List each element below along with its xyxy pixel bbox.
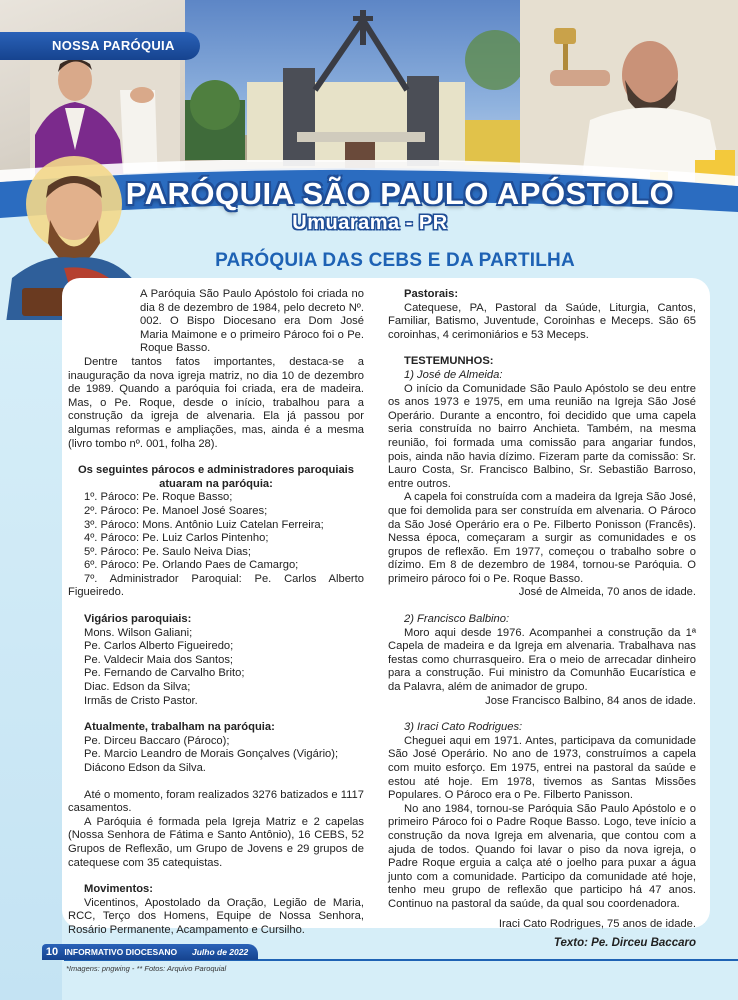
- list-item: Pe. Fernando de Carvalho Brito;: [84, 667, 245, 680]
- vigarios-title: Vigários paroquiais:: [84, 613, 192, 626]
- testimony-2-name: 2) Francisco Balbino:: [404, 613, 510, 626]
- list-item: Pe. Valdecir Maia dos Santos;: [84, 653, 234, 666]
- issue-date: Julho de 2022: [192, 947, 249, 957]
- testimony-3-paragraph: Cheguei aqui em 1971. Antes, participava da comunidade São José Operário. No ano de 1973, construímos a capela com muito esforço. Em 1975, entrei na pastoral da saúde e estou até hoje. Em 1978, tivemos as Santas Missões Populares. O Pároco era o Pe. Filberto Panisson.: [388, 734, 696, 802]
- left-column: [68, 288, 364, 938]
- pastorais-text: Catequese, PA, Pastoral da Saúde, Liturgia, Cantos, Familiar, Batismo, Juventude, Coroinhas e Meceps. São 65 coroinhas, 4 cerimoniários e 53 Meceps.: [388, 301, 696, 341]
- footer-bar: [42, 944, 258, 960]
- list-item: Diac. Edson da Silva;: [84, 681, 191, 694]
- section-tag: NOSSA PARÓQUIA: [0, 32, 200, 60]
- list-item: Diácono Edson da Silva.: [84, 762, 206, 774]
- list-item: Irmãs de Cristo Pastor.: [84, 694, 198, 707]
- testimony-1-name: 1) José de Almeida:: [404, 368, 503, 381]
- side-strip: [0, 320, 62, 1000]
- list-item: 5º. Pároco: Pe. Saulo Neiva Dias;: [84, 545, 252, 558]
- page-subtitle: Umuarama - PR: [292, 212, 448, 234]
- vigarios-list: [68, 627, 364, 709]
- parocos-list: [68, 491, 364, 600]
- page-number: 10: [45, 946, 59, 958]
- testimony-3-name: 3) Iraci Cato Rodrigues:: [404, 721, 523, 734]
- list-item: Pe. Dirceu Baccaro (Pároco);: [84, 734, 230, 747]
- list-item: 6º. Pároco: Pe. Orlando Paes de Camargo;: [84, 559, 299, 572]
- list-item: 3º. Pároco: Mons. Antônio Luiz Catelan Ferreira;: [84, 518, 324, 531]
- text-credit: Texto: Pe. Dirceu Baccaro: [553, 937, 696, 950]
- publication-name: INFORMATIVO DIOCESANO: [64, 947, 178, 957]
- history-paragraph: Dentre tantos fatos importantes, destaca-se a inauguração da nova igreja matriz, no dia 10 de dezembro de 1989. Quando a paróquia foi criada, era de madeira. Mas, o Pe. Roque, desde o início, trabalhou para a construção da igreja de alvenaria. Ela já passou por algumas reformas e ampliações, mas, ainda é a mesma (livro tombo nº. 001, folha 28).: [68, 355, 364, 450]
- section-heading: PARÓQUIA DAS CEBS E DA PARTILHA: [215, 250, 575, 271]
- list-item: 2º. Pároco: Pe. Manoel José Soares;: [84, 504, 268, 517]
- atual-list: [68, 735, 364, 776]
- list-item: Pe. Carlos Alberto Figueiredo;: [84, 640, 234, 653]
- list-item: 7º. Administrador Paroquial: Pe. Carlos Alberto Figueiredo.: [68, 572, 364, 599]
- testimony-1-signature: José de Almeida, 70 anos de idade.: [518, 586, 696, 599]
- pastorais-title: Pastorais:: [404, 288, 459, 300]
- page-title: PARÓQUIA SÃO PAULO APÓSTOLO: [125, 176, 675, 211]
- testemunhos-title: TESTEMUNHOS:: [404, 355, 494, 368]
- testimony-3-signature: Iraci Cato Rodrigues, 75 anos de idade.: [498, 917, 696, 930]
- atual-title: Atualmente, trabalham na paróquia:: [84, 721, 275, 734]
- testimony-1-paragraph: A capela foi construída com a madeira da Igreja São José, que foi demolida para ser construída em alvenaria. O Pároco da São José Operário era o Pe. Filberto Ponisson (Francês). Nessa época, começaram a surgir as comunidades e os grupos de reflexão. Em 1977, começou o trabalho sobre o dízimo. Em 8 de dezembro de 1984, tornou-se Paróquia. O primeiro pároco foi o Pe. Roque Basso.: [388, 491, 696, 585]
- testimony-2-paragraph: Moro aqui desde 1976. Acompanhei a construção da 1ª Capela de madeira e da Igreja em alvenaria. Trabalhava nas festas como churrasqueiro. Era o meio de arrecadar dinheiro para a construção. Fui ministro da Comunhão Eucarística e da Palavra, além de animador de grupo.: [388, 626, 696, 694]
- list-item: 1º. Pároco: Pe. Roque Basso;: [84, 491, 233, 504]
- list-item: Mons. Wilson Galiani;: [84, 626, 193, 639]
- movimentos-text: Vicentinos, Apostolado da Oração, Legião de Maria, RCC, Terço dos Homens, Equipe de Nossa Senhora, Rosário Permanente, Acampamento e Cursilho.: [68, 896, 364, 936]
- list-item: 4º. Pároco: Pe. Luiz Carlos Pintenho;: [84, 532, 269, 545]
- structure-paragraph: A Paróquia é formada pela Igreja Matriz e 2 capelas (Nossa Senhora de Fátima e Santo Antônio), 16 CEBS, 52 Grupos de Reflexão, um Grupo de Jovens e 29 grupos de catequese com 35 catequistas.: [68, 815, 364, 869]
- testimony-1-paragraph: O início da Comunidade São Paulo Apóstolo se deu entre os anos 1973 e 1975, em uma reunião na Igreja São José Operário. Durante a encontro, foi decidido que uma capela seria construída no bairro Anchieta. Também, na mesma reunião, foi formada uma comissão para angariar fundos, pois, ainda não havia dízimo. Fizeram parte da comissão: Sr. Lauro Costa, Sr. Francisco Balbino, Sr. Sebastião Barroso, entre outros.: [388, 382, 696, 490]
- right-column: [388, 288, 696, 951]
- parocos-title: Os seguintes párocos e administradores paroquiais atuaram na paróquia:: [77, 464, 355, 490]
- testimony-2-signature: Jose Francisco Balbino, 84 anos de idade.: [485, 694, 696, 707]
- list-item: Pe. Marcio Leandro de Morais Gonçalves (Vigário);: [84, 748, 339, 761]
- sacraments-paragraph: Até o momento, foram realizados 3276 batizados e 1117 casamentos.: [68, 788, 364, 815]
- movimentos-title: Movimentos:: [84, 883, 153, 896]
- intro-paragraph: A Paróquia São Paulo Apóstolo foi criada no dia 8 de dezembro de 1984, pelo decreto Nº. 002. O Bispo Diocesano era Dom José Maria Maimone e o primeiro Pároco foi o Pe. Roque Basso.: [140, 288, 364, 355]
- testimony-3-paragraph: No ano 1984, tornou-se Paróquia São Paulo Apóstolo e o primeiro Pároco foi o Padre Roque Basso. Logo, teve início a construção da nova Igreja em alvenaria, que contou com a ajuda de todos. Quando foi lavar o piso da nova igreja, o Padre Roque erguia a calça até o joelho para puxar a água junto com a comunidade. Participo da comunidade até hoje, tenho meu grupo de reflexão que participo há 47 anos. Continuo na pastoral da saúde, da qual sou coordenadora.: [388, 802, 696, 910]
- image-credits: *Imagens: pngwing - ** Fotos: Arquivo Paroquial: [66, 964, 227, 973]
